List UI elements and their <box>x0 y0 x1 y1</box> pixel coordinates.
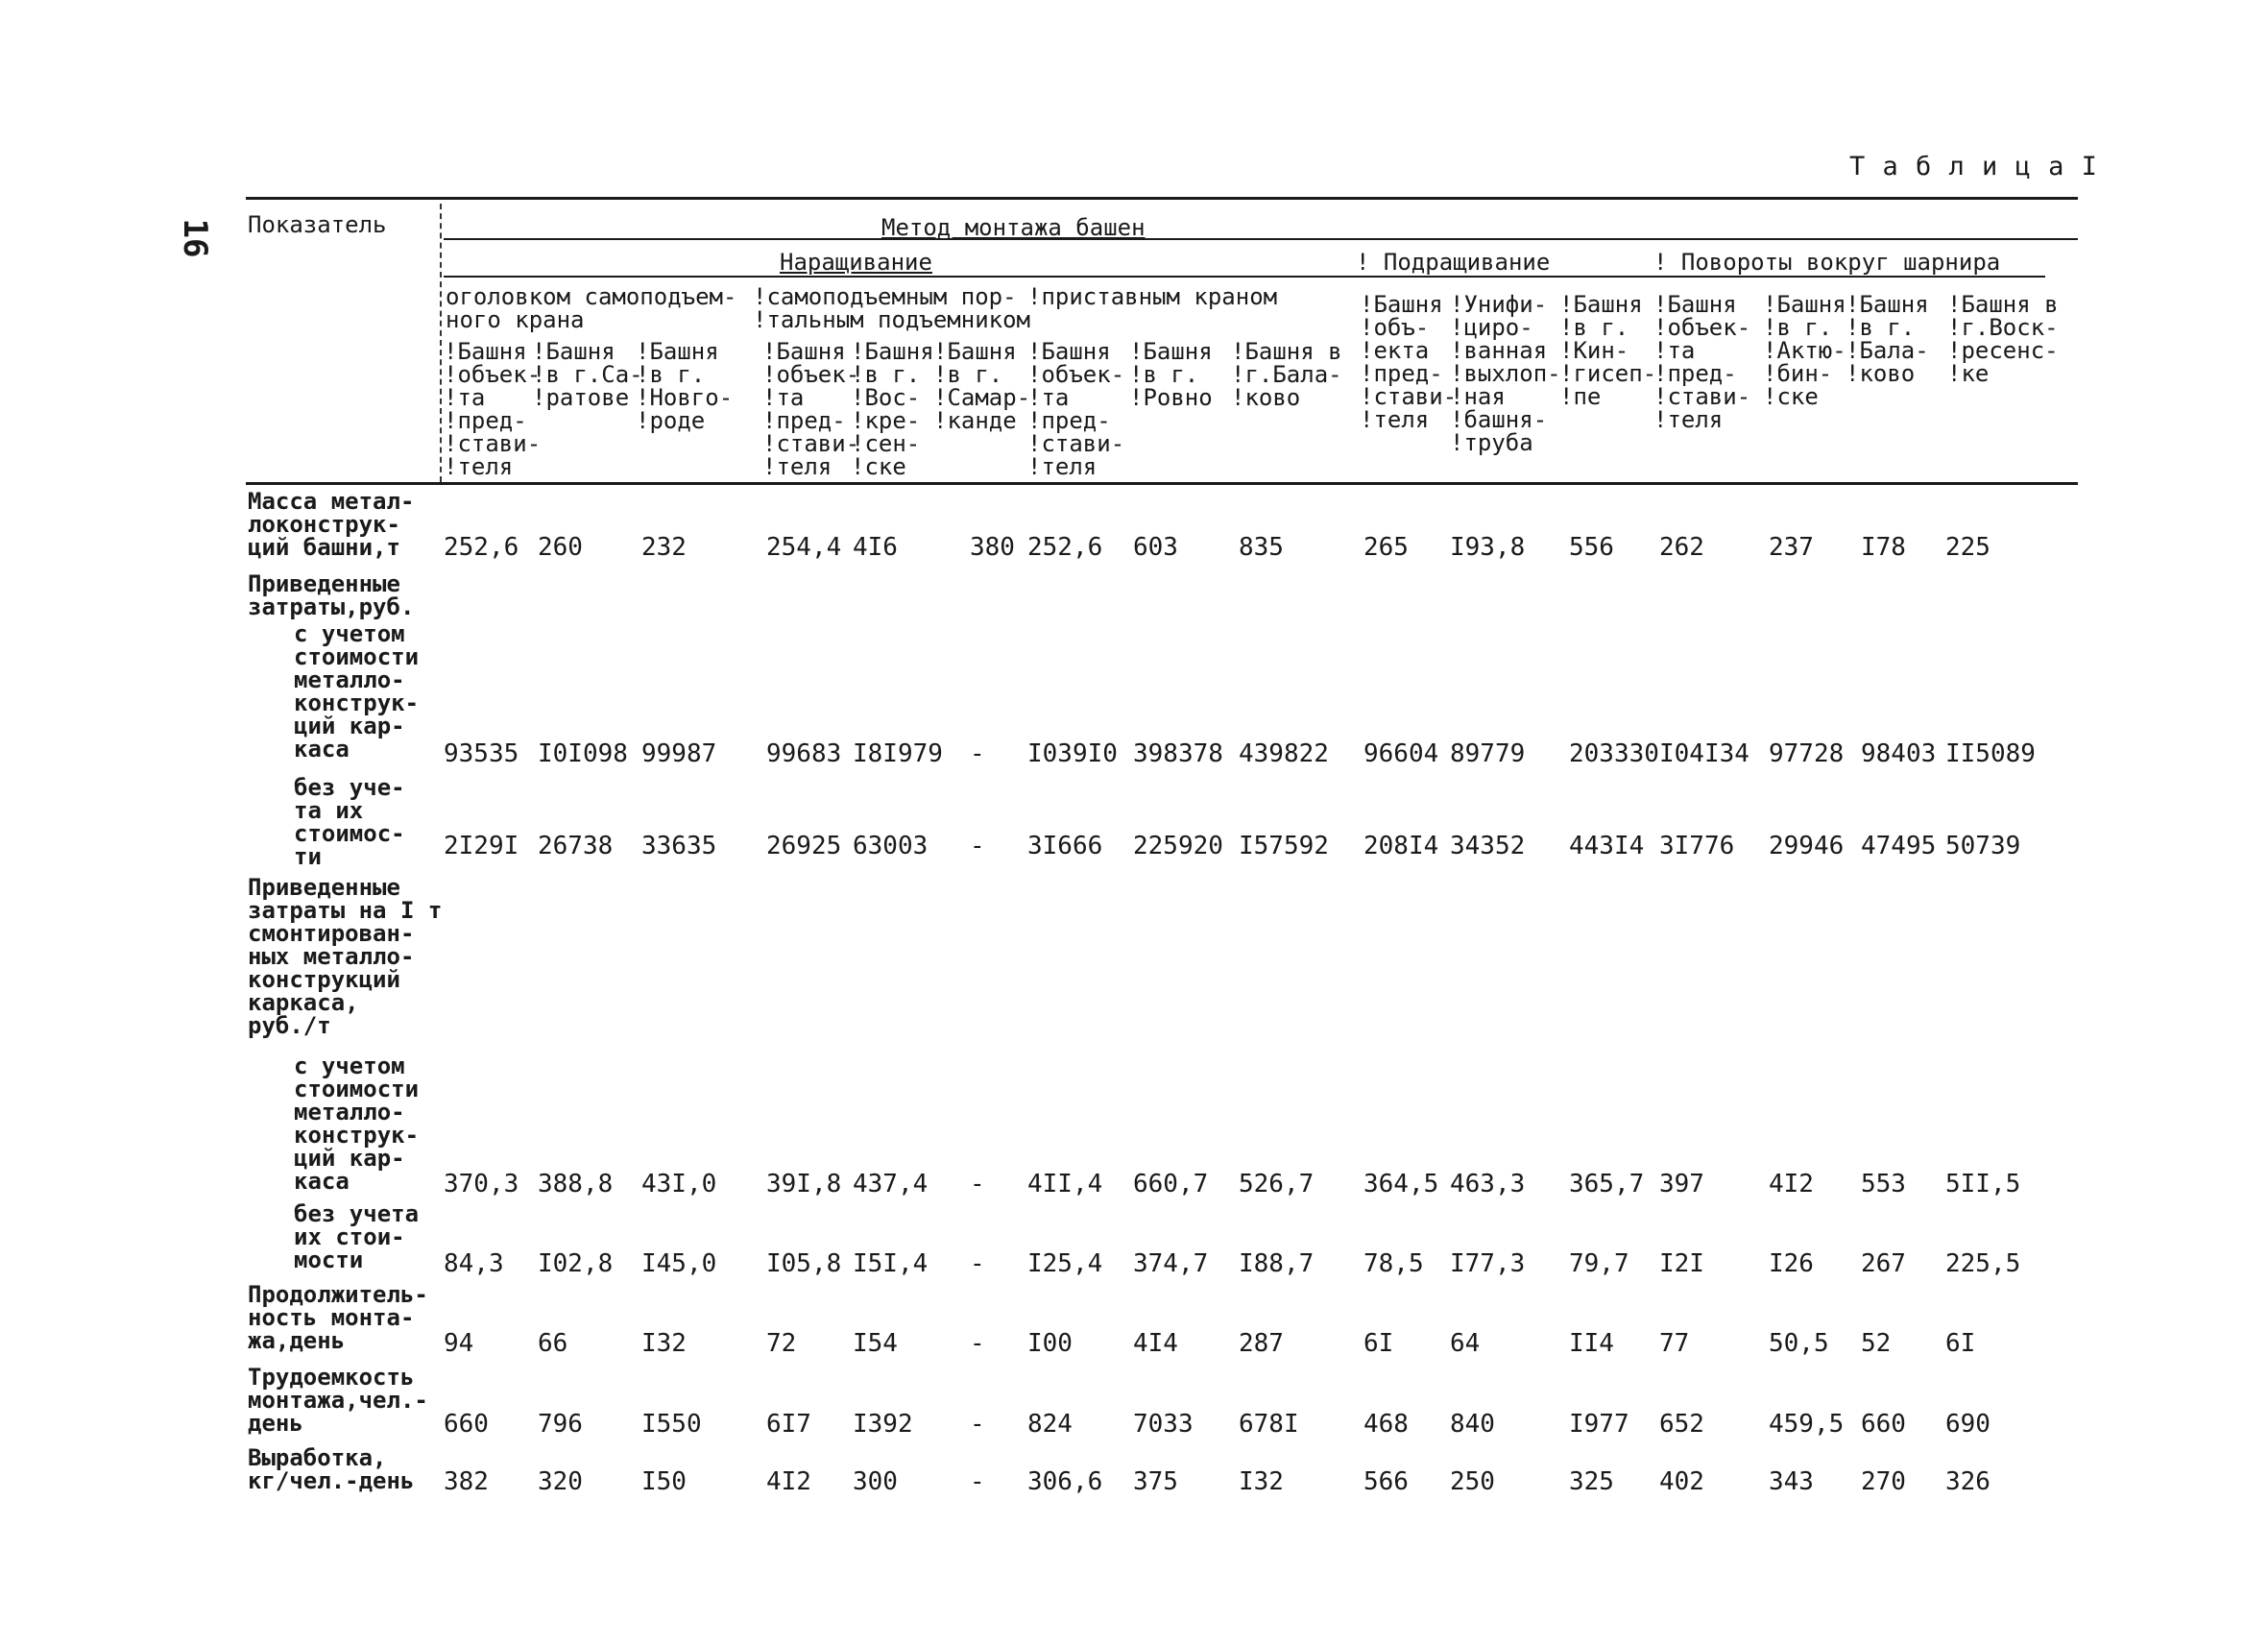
table-cell: 50,5 <box>1769 1329 1829 1358</box>
table-cell: 4I2 <box>1769 1170 1814 1198</box>
table-cell: 459,5 <box>1769 1410 1845 1439</box>
table-cell: 364,5 <box>1363 1170 1439 1198</box>
table-cell: 50739 <box>1945 832 2021 860</box>
table-cell: 99987 <box>641 739 717 768</box>
table-cell: 237 <box>1769 533 1814 562</box>
subgroup-portal: !самоподъемным пор- !тальным подъемником <box>753 283 1030 333</box>
table-cell: 824 <box>1027 1410 1073 1439</box>
table-cell: 64 <box>1450 1329 1481 1358</box>
subgroup-crane-head: оголовком самоподъем- ного крана <box>446 283 737 333</box>
row-label: Приведенные затраты на I т смонтирован- ных металло- конструкций каркаса, руб./т <box>248 874 443 1039</box>
table-cell: - <box>970 1467 985 1496</box>
table-cell: 463,3 <box>1450 1170 1526 1198</box>
table-cell: 33635 <box>641 832 717 860</box>
table-cell: 208I4 <box>1363 832 1439 860</box>
row-label: Приведенные затраты,руб. <box>248 570 415 620</box>
table-cell: 26925 <box>766 832 842 860</box>
table-cell: I00 <box>1027 1329 1073 1358</box>
table-cell: I32 <box>1239 1467 1284 1496</box>
table-cell: 835 <box>1239 533 1284 562</box>
table-cell: 252,6 <box>444 533 519 562</box>
group-rotation: ! Повороты вокруг шарнира <box>1653 249 2001 276</box>
table-cell: 43I,0 <box>641 1170 717 1198</box>
table-cell: 678I <box>1239 1410 1299 1439</box>
table-cell: 99683 <box>766 739 842 768</box>
table-cell: 84,3 <box>444 1249 504 1278</box>
table-cell: 94 <box>444 1329 474 1358</box>
indicator-separator <box>440 204 442 482</box>
table-cell: 270 <box>1861 1467 1906 1496</box>
table-cell: 232 <box>641 533 687 562</box>
table-cell: I25,4 <box>1027 1249 1103 1278</box>
table-cell: I88,7 <box>1239 1249 1315 1278</box>
table-cell: 96604 <box>1363 739 1439 768</box>
table-cell: 690 <box>1945 1410 1991 1439</box>
subgroup-attached: !приставным краном <box>1027 283 1278 310</box>
table-cell: II4 <box>1569 1329 1614 1358</box>
table-cell: 402 <box>1659 1467 1704 1496</box>
table-cell: I77,3 <box>1450 1249 1526 1278</box>
table-cell: 4II,4 <box>1027 1170 1103 1198</box>
table-cell: 265 <box>1363 533 1409 562</box>
table-cell: I50 <box>641 1467 687 1496</box>
row-label: Трудоемкость монтажа,чел.- день <box>248 1364 428 1437</box>
table-cell: 437,4 <box>853 1170 929 1198</box>
table-cell: 398378 <box>1133 739 1223 768</box>
column-header: !Башня !в г. !Вос- !кре- !сен- !ске <box>851 338 934 480</box>
table-cell: I2I <box>1659 1249 1704 1278</box>
row-label: с учетом стоимости металло- конструк- ций кар- каса <box>294 1053 420 1195</box>
column-header: !Башня !в г.Са- !ратове <box>532 338 643 411</box>
table-cell: 79,7 <box>1569 1249 1629 1278</box>
table-cell: 97728 <box>1769 739 1845 768</box>
table-cell: 89779 <box>1450 739 1526 768</box>
table-cell: I977 <box>1569 1410 1629 1439</box>
page-number: 16 <box>176 218 214 258</box>
table-cell: I26 <box>1769 1249 1814 1278</box>
table-cell: 34352 <box>1450 832 1526 860</box>
table-cell: I78 <box>1861 533 1906 562</box>
column-header: !Башня !в г. !Актю- !бин- !ске <box>1763 291 1846 410</box>
table-cell: 78,5 <box>1363 1249 1424 1278</box>
table-cell: 603 <box>1133 533 1178 562</box>
table-cell: 225 <box>1945 533 1991 562</box>
table-cell: 254,4 <box>766 533 842 562</box>
table-cell: 556 <box>1569 533 1614 562</box>
table-cell: I54 <box>853 1329 898 1358</box>
group-build-up: Наращивание <box>780 249 932 276</box>
table-cell: 5II,5 <box>1945 1170 2021 1198</box>
column-header: !Башня !в г. !Бала- !ково <box>1846 291 1929 387</box>
table-cell: 443I4 <box>1569 832 1645 860</box>
table-cell: 660 <box>1861 1410 1906 1439</box>
table-cell: 4I6 <box>853 533 898 562</box>
table-cell: 7033 <box>1133 1410 1194 1439</box>
table-cell: 660 <box>444 1410 489 1439</box>
table-cell: I93,8 <box>1450 533 1526 562</box>
table-cell: 250 <box>1450 1467 1495 1496</box>
table-cell: - <box>970 739 985 768</box>
table-cell: 553 <box>1861 1170 1906 1198</box>
row-label: Выработка, кг/чел.-день <box>248 1444 415 1494</box>
table-cell: I550 <box>641 1410 702 1439</box>
table-cell: 2I29I <box>444 832 519 860</box>
row-label: с учетом стоимости металло- конструк- ций кар- каса <box>294 620 420 762</box>
column-header: !Башня !объ- !екта !пред- !стави- !теля <box>1360 291 1458 433</box>
table-cell: 26738 <box>538 832 614 860</box>
table-cell: I0I098 <box>538 739 628 768</box>
table-cell: I8I979 <box>853 739 943 768</box>
table-cell: I45,0 <box>641 1249 717 1278</box>
table-top-rule <box>246 197 2078 200</box>
table-cell: 267 <box>1861 1249 1906 1278</box>
column-header: !Башня !объек- !та !пред- !стави- !теля <box>444 338 542 480</box>
table-cell: 3I776 <box>1659 832 1735 860</box>
row-label: без учета их стои- мости <box>294 1200 420 1273</box>
table-cell: II5089 <box>1945 739 2036 768</box>
table-cell: 203330 <box>1569 739 1659 768</box>
column-header: !Башня !в г. !Новго- !роде <box>636 338 734 434</box>
table-cell: 98403 <box>1861 739 1937 768</box>
table-cell: 397 <box>1659 1170 1704 1198</box>
table-cell: 6I7 <box>766 1410 811 1439</box>
table-cell: 526,7 <box>1239 1170 1315 1198</box>
table-cell: - <box>970 1170 985 1198</box>
table-cell: I392 <box>853 1410 913 1439</box>
table-cell: I05,8 <box>766 1249 842 1278</box>
column-header: !Башня в !г.Бала- !ково <box>1231 338 1342 411</box>
table-cell: 262 <box>1659 533 1704 562</box>
row-label: Масса метал- локонструк- ций башни,т <box>248 488 415 561</box>
table-cell: 566 <box>1363 1467 1409 1496</box>
table-cell: 47495 <box>1861 832 1937 860</box>
table-cell: 6I <box>1945 1329 1976 1358</box>
column-header: !Башня !в г. !Кин- !гисеп- !пе <box>1559 291 1657 410</box>
table-cell: 260 <box>538 533 583 562</box>
table-cell: 796 <box>538 1410 583 1439</box>
column-header: !Башня в !г.Воск- !ресенс- !ке <box>1947 291 2059 387</box>
table-cell: 343 <box>1769 1467 1814 1496</box>
table-cell: 365,7 <box>1569 1170 1645 1198</box>
table-cell: 72 <box>766 1329 797 1358</box>
table-cell: 93535 <box>444 739 519 768</box>
table-cell: 382 <box>444 1467 489 1496</box>
table-cell: 52 <box>1861 1329 1892 1358</box>
table-cell: I02,8 <box>538 1249 614 1278</box>
table-cell: 660,7 <box>1133 1170 1209 1198</box>
table-cell: 39I,8 <box>766 1170 842 1198</box>
table-cell: 468 <box>1363 1410 1409 1439</box>
column-header: !Башня !в г. !Ровно <box>1129 338 1213 411</box>
table-cell: 77 <box>1659 1329 1690 1358</box>
row-label: Продолжитель- ность монта- жа,день <box>248 1281 428 1354</box>
table-cell: 6I <box>1363 1329 1394 1358</box>
table-cell: 29946 <box>1769 832 1845 860</box>
table-cell: - <box>970 1410 985 1439</box>
method-header: Метод монтажа башен <box>881 214 1146 241</box>
group-lifting: ! Подращивание <box>1356 249 1551 276</box>
table-cell: I57592 <box>1239 832 1329 860</box>
column-header: !Унифи- !циро- !ванная !выхлоп- !ная !башня- !труба <box>1450 291 1561 456</box>
table-cell: I32 <box>641 1329 687 1358</box>
table-cell: 225,5 <box>1945 1249 2021 1278</box>
table-cell: 4I4 <box>1133 1329 1178 1358</box>
table-cell: - <box>970 832 985 860</box>
table-cell: 287 <box>1239 1329 1284 1358</box>
column-header: !Башня !объек- !та !пред- !стави- !теля <box>1653 291 1751 433</box>
table-cell: 3I666 <box>1027 832 1103 860</box>
row-label: без уче- та их стоимос- ти <box>294 774 405 870</box>
table-cell: 225920 <box>1133 832 1223 860</box>
table-cell: 380 <box>970 533 1015 562</box>
indicator-header: Показатель <box>248 211 387 238</box>
table-title: Т а б л и ц а I <box>1849 152 2098 182</box>
table-cell: 840 <box>1450 1410 1495 1439</box>
table-cell: - <box>970 1249 985 1278</box>
table-cell: 252,6 <box>1027 533 1103 562</box>
table-cell: 439822 <box>1239 739 1329 768</box>
table-cell: 320 <box>538 1467 583 1496</box>
header-bottom-rule <box>246 482 2078 485</box>
group-rule <box>444 276 2045 278</box>
table-cell: 652 <box>1659 1410 1704 1439</box>
table-cell: 4I2 <box>766 1467 811 1496</box>
column-header: !Башня !в г. !Самар- !канде <box>933 338 1031 434</box>
table-cell: I039I0 <box>1027 739 1118 768</box>
table-cell: 306,6 <box>1027 1467 1103 1496</box>
table-cell: 66 <box>538 1329 568 1358</box>
column-header: !Башня !объек- !та !пред- !стави- !теля <box>1027 338 1125 480</box>
table-cell: 375 <box>1133 1467 1178 1496</box>
method-rule <box>444 238 2078 240</box>
table-cell: 300 <box>853 1467 898 1496</box>
table-cell: 63003 <box>853 832 929 860</box>
table-cell: 326 <box>1945 1467 1991 1496</box>
table-cell: 370,3 <box>444 1170 519 1198</box>
table-cell: 325 <box>1569 1467 1614 1496</box>
table-cell: - <box>970 1329 985 1358</box>
table-cell: 388,8 <box>538 1170 614 1198</box>
table-cell: I04I34 <box>1659 739 1749 768</box>
table-cell: I5I,4 <box>853 1249 929 1278</box>
column-header: !Башня !объек- !та !пред- !стави- !теля <box>762 338 860 480</box>
table-cell: 374,7 <box>1133 1249 1209 1278</box>
